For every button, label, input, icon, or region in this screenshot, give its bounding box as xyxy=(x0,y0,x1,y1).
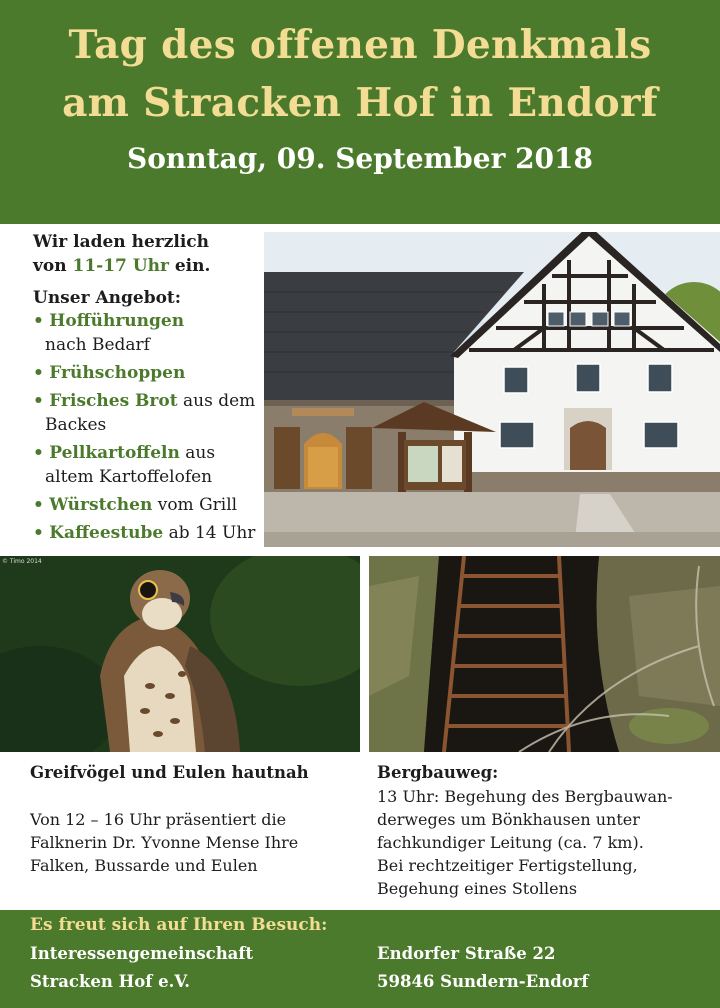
offer-item xyxy=(33,441,263,489)
offer-detail: aus altem Kartoffelofen xyxy=(45,443,216,487)
mining-line: derweges um Bönkhausen unter xyxy=(377,810,640,829)
falconry-description: Von 12 – 16 Uhr präsentiert die Falknerin Dr. Yvonne Mense Ihre Falken, Bussarde und Eulen xyxy=(30,810,299,875)
offer-detail: aus dem Backes xyxy=(45,391,256,435)
falcon-photo xyxy=(0,556,360,752)
offers-heading: Unser Angebot: xyxy=(33,288,182,308)
offer-detail: ab 14 Uhr xyxy=(168,523,256,543)
title-line-1: Tag des offenen Denkmals xyxy=(68,22,652,68)
offer-highlight: Pellkartoffeln xyxy=(49,443,180,463)
footer-heading: Es freut sich auf Ihren Besuch: xyxy=(30,915,328,935)
address-city: 59846 Sundern-Endorf xyxy=(377,972,589,991)
offers-list xyxy=(33,309,263,549)
invitation-prefix: von xyxy=(33,256,73,276)
offer-item xyxy=(33,389,263,437)
offer-detail: vom Grill xyxy=(157,495,238,515)
mining-line: Begehung eines Stollens xyxy=(377,879,578,898)
offer-highlight: Hofführungen xyxy=(49,311,185,331)
bullet-icon: • xyxy=(33,363,44,383)
bullet-icon: • xyxy=(33,391,44,411)
organizer-line-1: Interessengemeinschaft xyxy=(30,944,254,963)
photo-credit: © Timo 2014 xyxy=(2,558,42,565)
address-street: Endorfer Straße 22 xyxy=(377,944,556,963)
offer-highlight: Frühschoppen xyxy=(49,363,186,383)
event-date: Sonntag, 09. September 2018 xyxy=(126,142,594,175)
farmhouse-photo xyxy=(264,232,720,547)
title-line-2: am Stracken Hof in Endorf xyxy=(62,80,658,126)
mining-line: 13 Uhr: Begehung des Bergbauwan- xyxy=(377,787,673,806)
mine-shaft-photo xyxy=(369,556,720,752)
opening-hours: 11-17 Uhr xyxy=(72,256,169,276)
invitation-line-1: Wir laden herzlich xyxy=(33,232,209,252)
offer-item xyxy=(33,361,263,385)
offer-highlight: Frisches Brot xyxy=(49,391,178,411)
bullet-icon: • xyxy=(33,495,44,515)
invitation-suffix: ein. xyxy=(168,256,211,276)
organizer-line-2: Stracken Hof e.V. xyxy=(30,972,190,991)
bullet-icon: • xyxy=(33,443,44,463)
bullet-icon: • xyxy=(33,311,44,331)
mining-trail-title: Bergbauweg: xyxy=(377,763,499,782)
invitation-text xyxy=(33,230,261,278)
mining-line: Bei rechtzeitiger Fertigstellung, xyxy=(377,856,638,875)
falconry-title: Greifvögel und Eulen hautnah xyxy=(30,763,309,782)
bullet-icon: • xyxy=(33,523,44,543)
offer-highlight: Kaffeestube xyxy=(49,523,164,543)
offer-detail: nach Bedarf xyxy=(45,335,150,355)
mining-trail-description xyxy=(377,785,712,900)
offer-item xyxy=(33,521,263,545)
offer-item xyxy=(33,309,263,357)
mining-line: fachkundiger Leitung (ca. 7 km). xyxy=(377,833,644,852)
offer-item xyxy=(33,493,263,517)
offer-highlight: Würstchen xyxy=(49,495,153,515)
